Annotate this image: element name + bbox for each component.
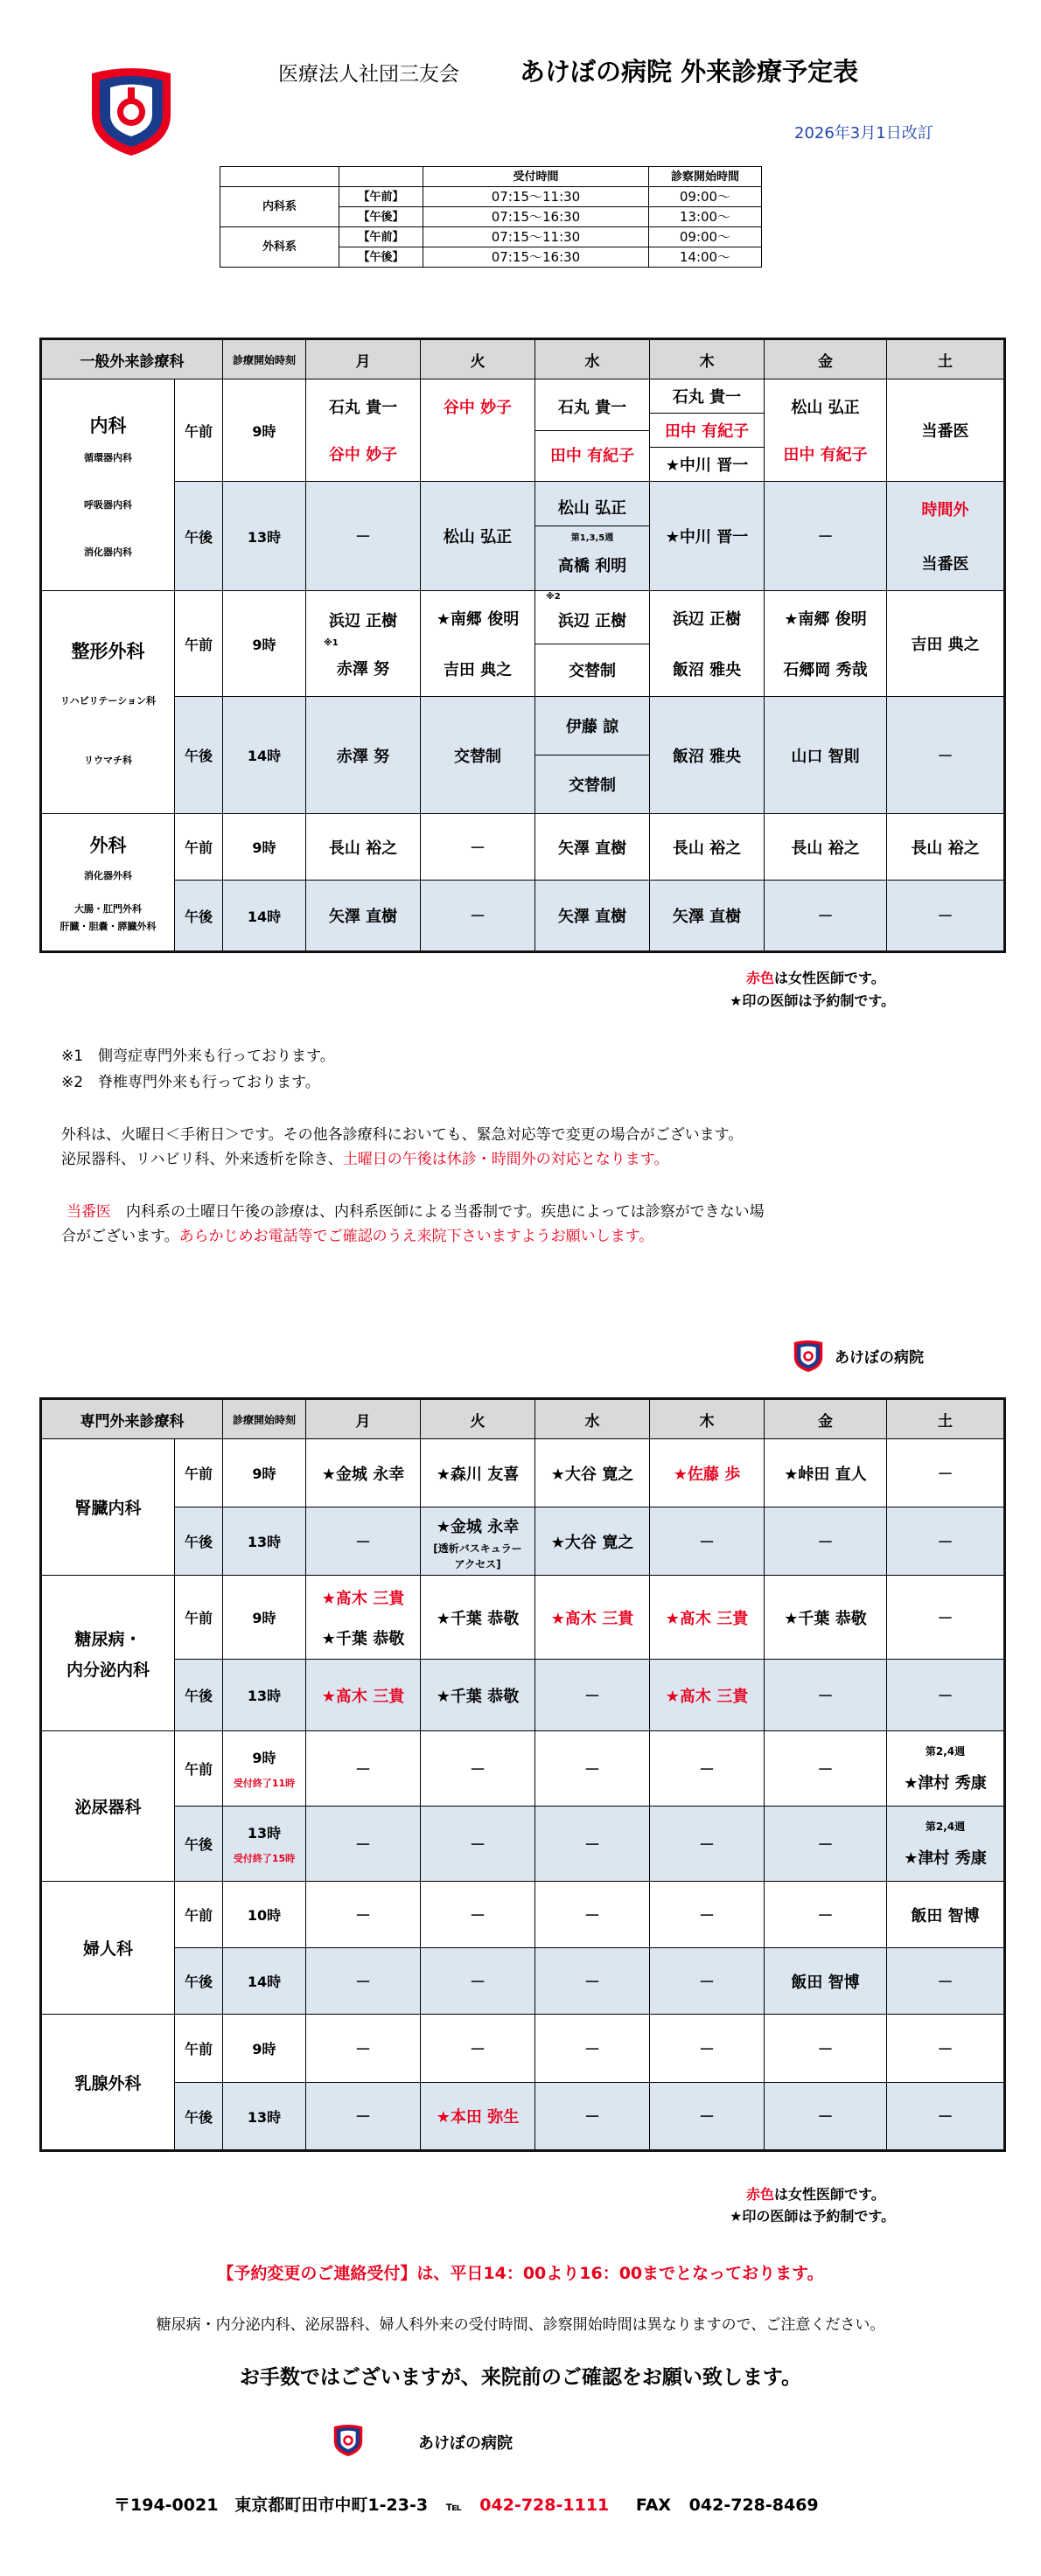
doctor: － — [887, 1948, 1005, 2015]
note-2: ※2 脊椎専門外来も行っております。 — [61, 1074, 320, 1091]
doctor: － — [765, 1882, 887, 1948]
doctor: － — [650, 1731, 765, 1807]
duty-note-2 — [61, 1224, 653, 1249]
start-time: 9時 — [223, 1439, 306, 1507]
hours-cell: 07:15～11:30 — [423, 227, 649, 247]
doctor: － — [650, 2015, 765, 2083]
doctor: ★髙木 三貴 — [321, 1589, 405, 1608]
ampm-label: 午前 — [175, 1576, 223, 1660]
doctor: － — [535, 2015, 650, 2083]
doctor: 矢澤 直樹 — [535, 881, 650, 952]
dept-sub: リウマチ科 — [84, 755, 132, 766]
cell — [765, 591, 887, 697]
doctor: － — [535, 1731, 650, 1807]
times-notice: 糖尿病・内分泌内科、泌尿器科、婦人科外来の受付時間、診察開始時間は異なりますので、ご注意ください。 — [156, 2316, 885, 2334]
start-time — [223, 1807, 306, 1882]
header-dept: 専門外来診療科 — [41, 1399, 223, 1439]
hours-geka: 外科系 — [220, 227, 339, 268]
ampm-label: 午前 — [175, 1439, 223, 1507]
doctor: 矢澤 直樹 — [535, 814, 650, 881]
dept-nyusen: 乳腺外科 — [41, 2015, 175, 2151]
doctor: 長山 裕之 — [765, 814, 887, 881]
doctor: 石丸 貴一 — [672, 388, 742, 407]
page-title: あけぼの病院 外来診療予定表 — [520, 57, 859, 87]
cell — [535, 379, 650, 482]
start-time: 9時 — [223, 379, 306, 482]
dept-sub: 肝臓・胆嚢・膵臓外科 — [59, 921, 157, 932]
doctor: － — [650, 1807, 765, 1882]
hours-cell: 【午後】 — [339, 247, 423, 268]
doctor: 浜辺 正樹 — [328, 611, 398, 630]
cell — [421, 1507, 535, 1576]
cell — [765, 379, 887, 482]
start-time: 9時 — [223, 2015, 306, 2083]
hours-cell: 09:00～ — [649, 227, 762, 247]
doctor: － — [765, 1507, 887, 1576]
doctor: － — [306, 1948, 421, 2015]
legend-star-2: ★印の医師は予約制です。 — [730, 2208, 896, 2224]
ampm-label: 午前 — [175, 1731, 223, 1807]
doctor: 吉田 典之 — [887, 591, 1005, 697]
cell — [306, 1576, 421, 1660]
legend-red — [746, 967, 885, 987]
hours-header-start: 診察開始時間 — [649, 167, 762, 187]
duty-label: 当番医 — [66, 1203, 111, 1221]
revision-date: 2026年3月1日改訂 — [794, 124, 933, 143]
doctor: ★大谷 寛之 — [535, 1439, 650, 1507]
doctor: 田中 有紀子 — [783, 446, 868, 464]
header-thu: 木 — [650, 1399, 765, 1439]
doctor: ★津村 秀康 — [904, 1774, 987, 1793]
doctor: － — [421, 881, 535, 952]
dept-jinzo: 腎臓内科 — [41, 1439, 175, 1576]
week-note: 第2,4週 — [925, 1821, 966, 1833]
doctor: ★千葉 恭敬 — [321, 1629, 405, 1648]
contact-notice: 【予約変更のご連絡受付】は、平日14：00より16：00までとなっております。 — [217, 2264, 824, 2283]
doctor: － — [765, 2083, 887, 2151]
ampm-label: 午前 — [175, 1882, 223, 1948]
doctor: ★金城 永幸 — [436, 1517, 520, 1536]
hours-cell: 09:00～ — [649, 187, 762, 207]
doctor: ★峠田 直人 — [765, 1439, 887, 1507]
doctor: 長山 裕之 — [306, 814, 421, 881]
dept-sub: リハビリテーション科 — [59, 695, 156, 707]
hours-cell: 14:00～ — [649, 247, 762, 268]
ampm-label: 午後 — [175, 1807, 223, 1882]
dept-sub: 消化器内科 — [84, 546, 132, 558]
doctor: 飯田 智博 — [887, 1882, 1005, 1948]
saturday-note-b: 土曜日の午後は休診・時間外の対応となります。 — [342, 1151, 669, 1168]
doctor: － — [306, 482, 421, 591]
doctor: － — [306, 1731, 421, 1807]
hours-cell: 07:15～11:30 — [423, 187, 649, 207]
doctor: － — [535, 2083, 650, 2151]
doctor: － — [765, 881, 887, 952]
hours-table — [220, 166, 762, 268]
hospital-name-small: あけぼの病院 — [835, 1349, 924, 1367]
cell — [535, 482, 650, 591]
doctor: 山口 智則 — [765, 697, 887, 814]
dept-sub: 消化器外科 — [84, 870, 132, 881]
doctor: ★髙木 三貴 — [650, 1660, 765, 1731]
doctor: ★髙木 三貴 — [535, 1576, 650, 1660]
doctor: － — [887, 2015, 1005, 2083]
header-dept: 一般外来診療科 — [41, 339, 223, 379]
doctor: 田中 有紀子 — [535, 430, 649, 478]
hours-cell: 【午後】 — [339, 207, 423, 227]
ampm-label: 午前 — [175, 591, 223, 697]
ampm-label: 午前 — [175, 2015, 223, 2083]
special-schedule-table — [39, 1397, 1006, 2152]
doctor: 谷中 妙子 — [421, 379, 535, 482]
duty-text: 内科系の土曜日午後の診療は、内科系医師による当番制です。疾患によっては診察ができない場 — [111, 1203, 765, 1221]
doctor: ★金城 永幸 — [306, 1439, 421, 1507]
ampm-label: 午後 — [175, 1948, 223, 2015]
doctor: － — [535, 1660, 650, 1731]
doctor: ★大谷 寛之 — [535, 1507, 650, 1576]
doctor: － — [421, 814, 535, 881]
doctor: － — [306, 1807, 421, 1882]
header-start-time: 診療開始時刻 — [223, 339, 306, 379]
doctor: 浜辺 正樹 — [672, 610, 742, 629]
doctor: ★千葉 恭敬 — [421, 1576, 535, 1660]
rotation: 交替制 — [421, 697, 535, 814]
dept-name: 内分泌内科 — [66, 1660, 150, 1680]
doctor: 矢澤 直樹 — [306, 881, 421, 952]
header-fri: 金 — [765, 339, 887, 379]
header-tue: 火 — [421, 1399, 535, 1439]
dept-seikei — [41, 591, 175, 814]
ampm-label: 午後 — [175, 1660, 223, 1731]
hours-cell: 【午前】 — [339, 227, 423, 247]
hours-cell: 【午前】 — [339, 187, 423, 207]
doctor: － — [421, 1807, 535, 1882]
start-time: 14時 — [223, 881, 306, 952]
doctor: － — [535, 1807, 650, 1882]
ampm-label: 午後 — [175, 1507, 223, 1576]
doctor: 当番医 — [887, 379, 1005, 482]
reception-end: 受付終了15時 — [233, 1853, 296, 1864]
doctor: － — [421, 1731, 535, 1807]
doctor: － — [887, 1576, 1005, 1660]
doctor: ★中川 晋一 — [650, 482, 765, 591]
doctor: － — [765, 1731, 887, 1807]
start-time: 13時 — [223, 1660, 306, 1731]
header-tue: 火 — [421, 339, 535, 379]
cell — [535, 697, 650, 814]
doctor: 長山 裕之 — [887, 814, 1005, 881]
hospital-logo-footer-icon — [332, 2424, 364, 2457]
doctor: ★中川 晋一 — [650, 447, 764, 481]
doctor: 飯田 智博 — [765, 1948, 887, 2015]
ampm-label: 午後 — [175, 482, 223, 591]
doctor: ★佐藤 歩 — [650, 1439, 765, 1507]
rotation: 交替制 — [535, 755, 649, 813]
dept-sub: 大腸・肛門外科 — [74, 903, 142, 915]
doctor: 石丸 貴一 — [557, 398, 627, 417]
doctor: － — [650, 1948, 765, 2015]
dept-fujin: 婦人科 — [41, 1882, 175, 2015]
note-mark: ※1 — [324, 637, 339, 648]
cell — [650, 379, 765, 482]
dept-name: 内科 — [89, 414, 127, 436]
start-time: 13時 — [223, 2083, 306, 2151]
duty-text-2a: 合がございます。 — [61, 1228, 179, 1245]
doctor: ★髙木 三貴 — [650, 1576, 765, 1660]
doctor: － — [887, 1507, 1005, 1576]
hours-header-reception: 受付時間 — [423, 167, 649, 187]
doctor: 松山 弘正 — [557, 499, 627, 518]
doctor: － — [421, 1882, 535, 1948]
doctor: － — [887, 2083, 1005, 2151]
closing-message: お手数ではございますが、来院前のご確認をお願い致します。 — [239, 2366, 802, 2389]
start-time: 13時 — [223, 482, 306, 591]
dept-tonyo — [41, 1576, 175, 1731]
address-line — [114, 2492, 819, 2516]
doctor: ★千葉 恭敬 — [765, 1576, 887, 1660]
cell — [887, 482, 1005, 591]
saturday-note-a: 泌尿器科、リハビリ科、外来透析を除き、 — [61, 1151, 343, 1168]
start-time: 13時 — [223, 1507, 306, 1576]
reception-end: 受付終了11時 — [233, 1778, 296, 1789]
start-time: 14時 — [223, 1948, 306, 2015]
legend-red-2 — [746, 2183, 885, 2204]
doctor: 赤澤 努 — [306, 697, 421, 814]
fax-label: FAX — [635, 2496, 672, 2515]
start-time: 14時 — [223, 697, 306, 814]
tel-number[interactable]: 042-728-1111 — [479, 2496, 610, 2515]
legend-red-text: は女性医師です。 — [774, 970, 885, 986]
doctor: － — [421, 1948, 535, 2015]
doctor: 高橋 利明 — [557, 557, 627, 575]
doctor: ★南郷 俊明 — [784, 610, 867, 629]
legend-red-word: 赤色 — [746, 2186, 775, 2203]
tel-label: ℡ — [445, 2500, 462, 2514]
dept-sub: 循環器内科 — [84, 451, 132, 463]
start-time — [223, 1731, 306, 1807]
duty-text-2b: あらかじめお電話等でご確認のうえ来院下さいますようお願いします。 — [178, 1228, 654, 1245]
duty-note — [61, 1200, 945, 1224]
doctor: 石郷岡 秀哉 — [783, 661, 868, 679]
cell — [650, 591, 765, 697]
dept-naika — [41, 379, 175, 591]
general-schedule-table — [39, 338, 1006, 953]
hours-cell: 07:15～16:30 — [423, 247, 649, 268]
hospital-logo-small-icon — [793, 1340, 824, 1373]
doctor: ★千葉 恭敬 — [421, 1660, 535, 1731]
hours-cell: 07:15～16:30 — [423, 207, 649, 227]
doctor: － — [887, 697, 1005, 814]
dept-geka — [41, 814, 175, 952]
start-time: 9時 — [223, 591, 306, 697]
doctor: － — [421, 2015, 535, 2083]
doctor: 谷中 妙子 — [328, 446, 398, 464]
doctor: － — [765, 2015, 887, 2083]
header-fri: 金 — [765, 1399, 887, 1439]
doctor: － — [306, 1882, 421, 1948]
start-time-value: 13時 — [247, 1825, 282, 1841]
doctor: ★南郷 俊明 — [436, 610, 520, 629]
dept-sub: 呼吸器内科 — [84, 498, 132, 511]
start-time: 9時 — [223, 1576, 306, 1660]
cell — [306, 379, 421, 482]
doctor: 石丸 貴一 — [328, 399, 398, 417]
doctor: 赤澤 努 — [336, 659, 390, 679]
hours-naika: 内科系 — [220, 187, 339, 227]
doctor: 松山 弘正 — [421, 482, 535, 591]
doctor: － — [765, 1807, 887, 1882]
ampm-label: 午後 — [175, 881, 223, 952]
doctor: 浜辺 正樹 — [557, 612, 627, 630]
header-sat: 土 — [887, 1399, 1005, 1439]
doctor: ★本田 弥生 — [421, 2083, 535, 2151]
doctor: － — [535, 1948, 650, 2015]
week-note: 第2,4週 — [925, 1745, 966, 1758]
doctor: － — [535, 1882, 650, 1948]
hours-cell: 13:00～ — [649, 207, 762, 227]
header-sat: 土 — [887, 339, 1005, 379]
doctor: 松山 弘正 — [791, 399, 860, 417]
start-time: 10時 — [223, 1882, 306, 1948]
doctor: 吉田 典之 — [443, 661, 513, 679]
start-time: 9時 — [223, 814, 306, 881]
cell — [306, 591, 421, 697]
doctor: 矢澤 直樹 — [650, 881, 765, 952]
dialysis-note: [透析バスキュラーアクセス] — [433, 1542, 522, 1570]
hospital-name-footer: あけぼの病院 — [418, 2434, 513, 2453]
doctor: － — [765, 482, 887, 591]
header-mon: 月 — [306, 1399, 421, 1439]
doctor: － — [887, 1660, 1005, 1731]
saturday-note — [61, 1147, 668, 1172]
doctor: － — [306, 1507, 421, 1576]
legend-star: ★印の医師は予約制です。 — [730, 992, 896, 1009]
hospital-logo-icon — [87, 66, 175, 157]
doctor: － — [650, 1882, 765, 1948]
fax-number: 042-728-8469 — [688, 2496, 819, 2515]
header-start-time: 診療開始時刻 — [223, 1399, 306, 1439]
doctor: － — [650, 2083, 765, 2151]
doctor: 伊藤 諒 — [565, 718, 619, 736]
ampm-label: 午前 — [175, 814, 223, 881]
note-1: ※1 側弯症専門外来も行っております。 — [61, 1048, 335, 1065]
address: 〒194-0021 東京都町田市中町1-23-3 — [114, 2496, 429, 2515]
rotation: 交替制 — [535, 644, 649, 695]
start-time-value: 9時 — [252, 1750, 276, 1766]
doctor: － — [765, 1660, 887, 1731]
legend-red-text: は女性医師です。 — [774, 2186, 885, 2203]
doctor: － — [887, 1439, 1005, 1507]
doctor: － — [887, 881, 1005, 952]
dept-name: 外科 — [89, 835, 127, 856]
dept-name: 整形外科 — [71, 641, 145, 662]
dept-name: 糖尿病・ — [74, 1629, 142, 1649]
header-thu: 木 — [650, 339, 765, 379]
doctor: 長山 裕之 — [650, 814, 765, 881]
cell — [421, 591, 535, 697]
org-name: 医療法人社団三友会 — [278, 63, 459, 86]
cell — [887, 1731, 1005, 1807]
header-wed: 水 — [535, 339, 650, 379]
header-wed: 水 — [535, 1399, 650, 1439]
doctor: ★髙木 三貴 — [306, 1660, 421, 1731]
surgery-note: 外科は、火曜日＜手術日＞です。その他各診療科においても、緊急対応等で変更の場合がございます。 — [61, 1126, 744, 1144]
header-mon: 月 — [306, 339, 421, 379]
doctor: 当番医 — [921, 555, 969, 574]
doctor: － — [650, 1507, 765, 1576]
cell — [535, 591, 650, 697]
doctor: ★森川 友喜 — [421, 1439, 535, 1507]
doctor: － — [306, 2083, 421, 2151]
note-mark: ※2 — [546, 592, 561, 602]
doctor: 飯沼 雅央 — [650, 697, 765, 814]
ampm-label: 午後 — [175, 2083, 223, 2151]
legend-red-word: 赤色 — [746, 970, 775, 986]
dept-hinyo: 泌尿器科 — [41, 1731, 175, 1882]
week-note: 第1,3,5週 — [535, 526, 649, 547]
doctor: 飯沼 雅央 — [672, 661, 742, 679]
after-hours: 時間外 — [921, 501, 969, 519]
doctor: － — [306, 2015, 421, 2083]
ampm-label: 午前 — [175, 379, 223, 482]
doctor: ★津村 秀康 — [904, 1849, 987, 1868]
ampm-label: 午後 — [175, 697, 223, 814]
cell — [887, 1807, 1005, 1882]
doctor: 田中 有紀子 — [650, 413, 764, 447]
